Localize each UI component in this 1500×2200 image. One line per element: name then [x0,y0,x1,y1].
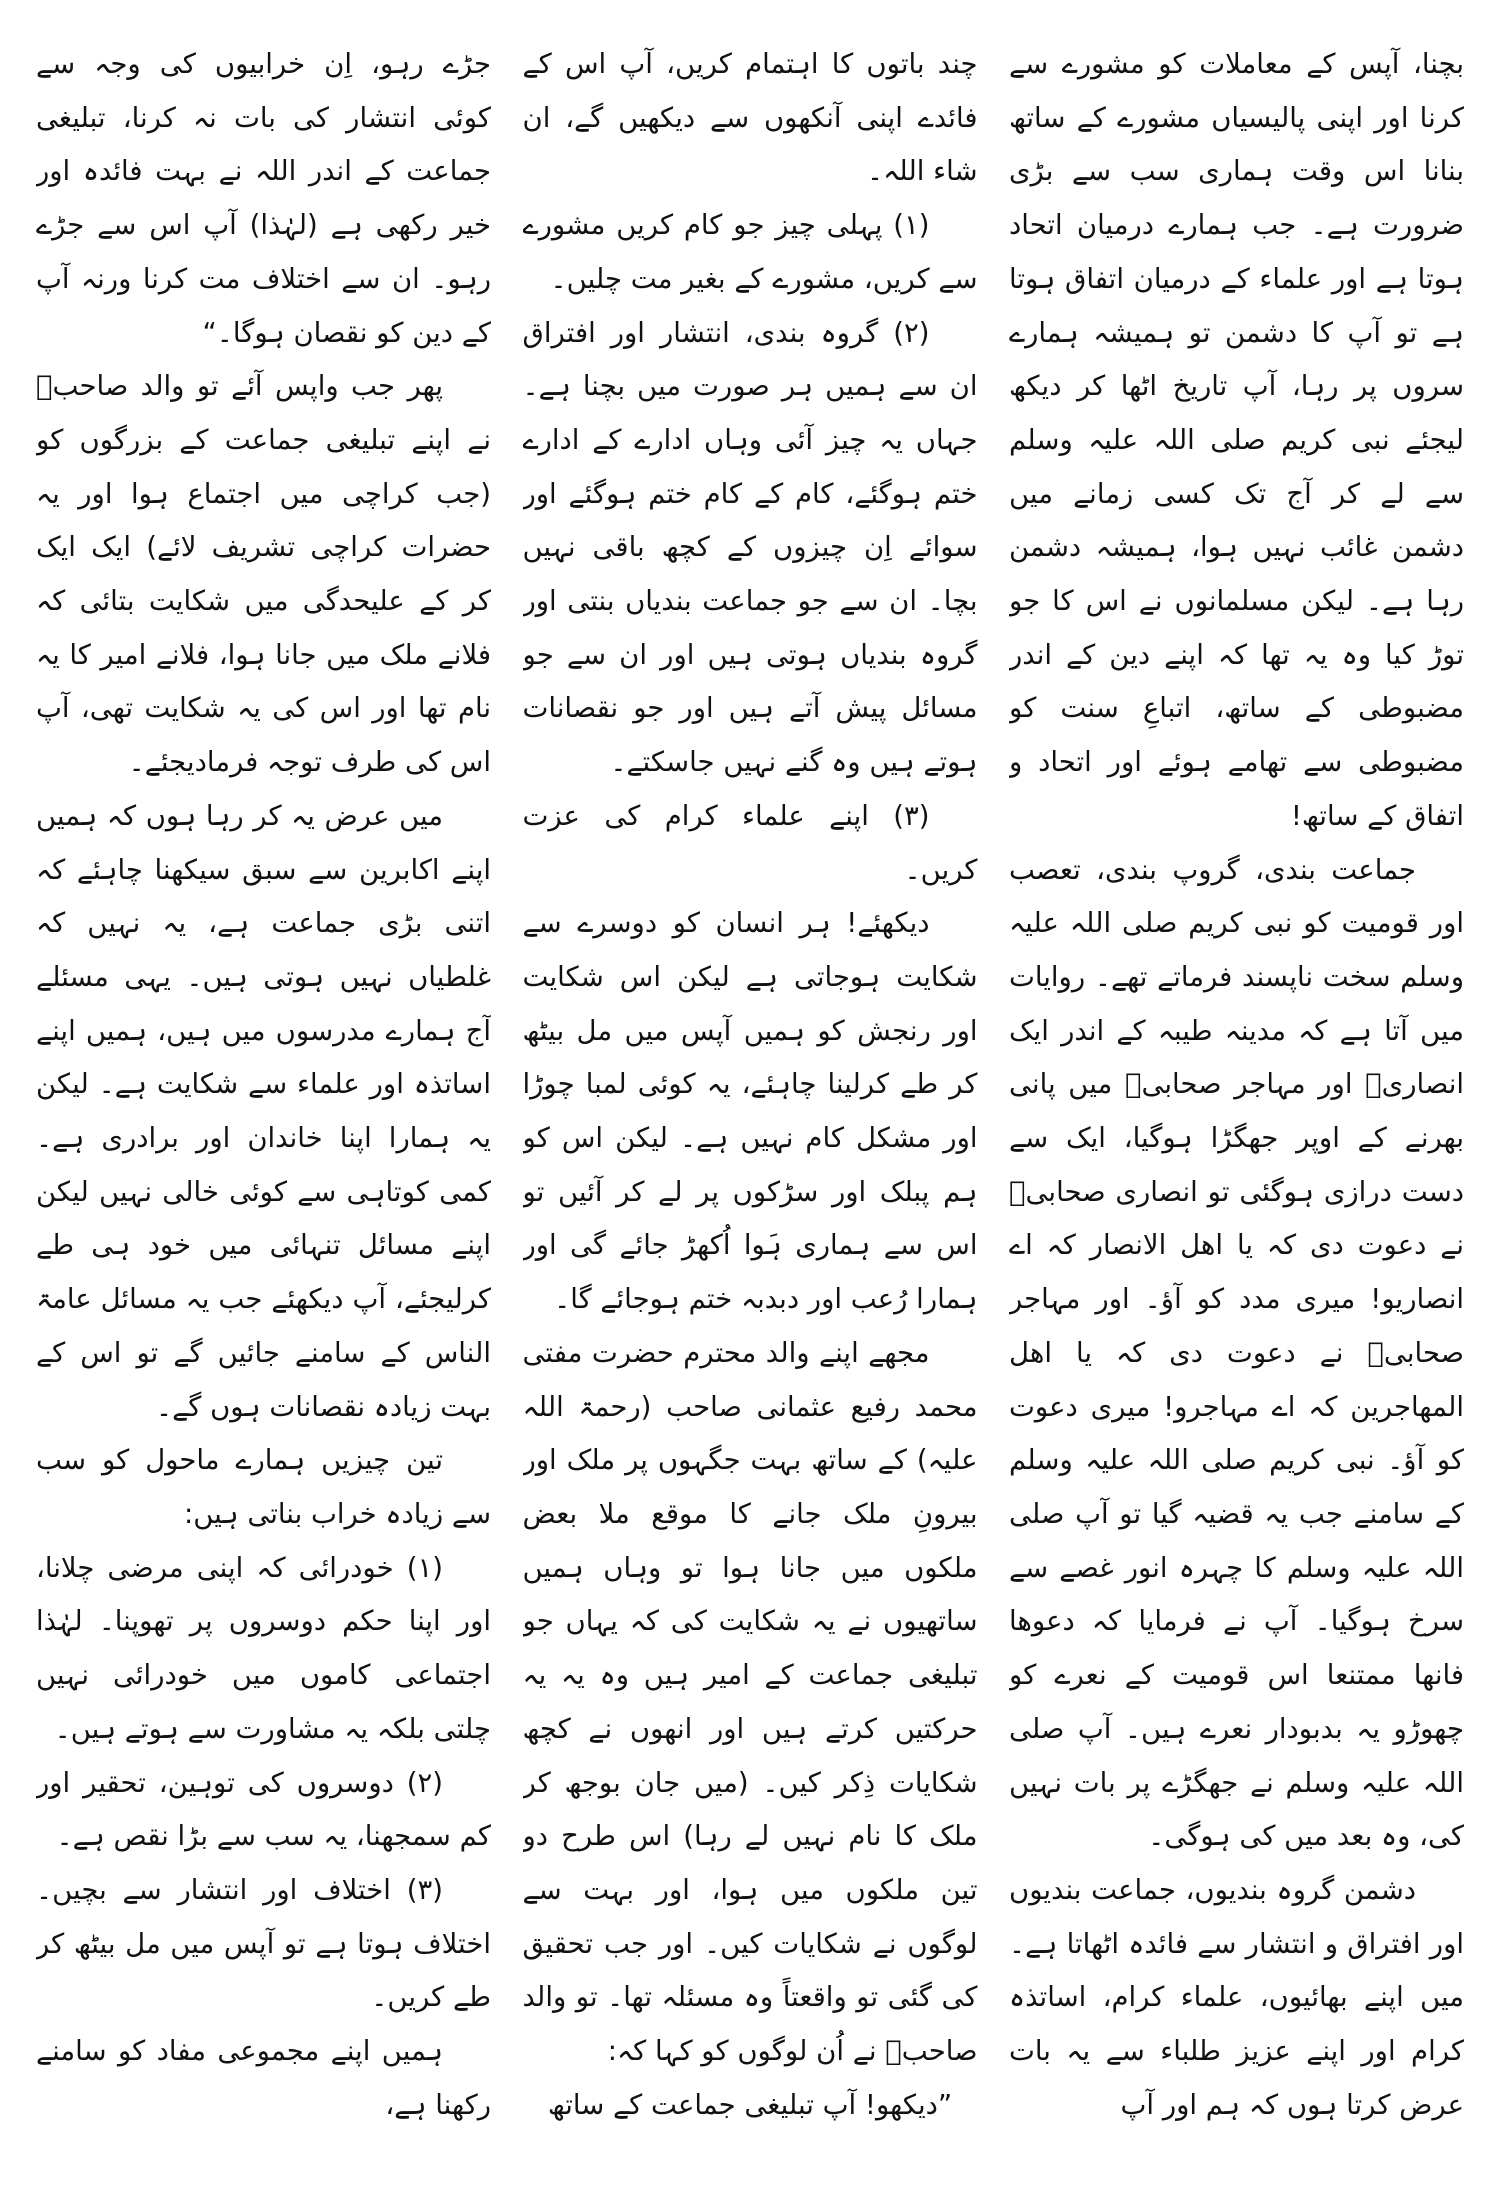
paragraph: دشمن گروہ بندیوں، جماعت بندیوں اور افتراق و انتشار سے فائدہ اٹھاتا ہے۔ میں اپنے بھائیوں، علماء کرام، اساتذہ کرام اور اپنے عزیز طلباء سے یہ بات عرض کرتا ہوں کہ ہم اور آپ [1009,1873,1464,2121]
paragraph: جڑے رہو، اِن خرابیوں کی وجہ سے کوئی انتشار کی بات نہ کرنا، تبلیغی جماعت کے اندر اللہ نے بہت فائدہ اور خیر رکھی ہے (لہٰذا) آپ اس سے جڑے رہو۔ ان سے اختلاف مت کرنا ورنہ آپ کے دین کو نقصان ہوگا۔“ [36,48,491,349]
column-left [36,38,491,2178]
paragraph: ”دیکھو! آپ تبلیغی جماعت کے ساتھ [547,2088,953,2121]
paragraph: (۲) دوسروں کی توہین، تحقیر اور کم سمجھنا، یہ سب سے بڑا نقص ہے۔ [36,1766,491,1853]
paragraph: چند باتوں کا اہتمام کریں، آپ اس کے فائدے اپنی آنکھوں سے دیکھیں گے، ان شاء اللہ۔ [522,48,978,188]
paragraph: (۲) گروہ بندی، انتشار اور افتراق ان سے ہمیں ہر صورت میں بچنا ہے۔ جہاں یہ چیز آئی وہاں ادارے کے ادارے ختم ہوگئے، کام کے کام ختم ہوگئے اور سوائے اِن چیزوں کے کچھ باقی نہیں بچا۔ ان سے جو جماعت بندیاں بنتی اور گروہ بندیاں ہوتی ہیں اور ان سے جو مسائل پیش آتے ہیں اور جو نقصانات ہوتے ہیں وہ گنے نہیں جاسکتے۔ [522,316,978,779]
paragraph: میں عرض یہ کر رہا ہوں کہ ہمیں اپنے اکابرین سے سبق سیکھنا چاہئے کہ اتنی بڑی جماعت ہے، یہ نہیں کہ غلطیاں نہیں ہوتی ہیں۔ یہی مسئلے آج ہمارے مدرسوں میں ہیں، ہمیں اپنے اساتذہ اور علماء سے شکایت ہے۔ لیکن یہ ہمارا اپنا خاندان اور برادری ہے۔ کمی کوتاہی سے کوئی خالی نہیں لیکن اپنے مسائل تنہائی میں خود ہی طے کرلیجئے، آپ دیکھئے جب یہ مسائل عامۃ الناس کے سامنے جائیں گے تو اس کے بہت زیادہ نقصانات ہوں گے۔ [36,799,491,1423]
paragraph: دیکھئے! ہر انسان کو دوسرے سے شکایت ہوجاتی ہے لیکن اس شکایت اور رنجش کو ہمیں آپس میں مل بیٹھ کر طے کرلینا چاہئے، یہ کوئی لمبا چوڑا اور مشکل کام نہیں ہے۔ لیکن اس کو ہم پبلک اور سڑکوں پر لے کر آئیں تو اس سے ہماری ہَوا اُکھڑ جائے گی اور ہمارا رُعب اور دبدبہ ختم ہوجائے گا۔ [522,907,978,1316]
paragraph: (۳) اپنے علماء کرام کی عزت کریں۔ [522,799,978,886]
paragraph: مجھے اپنے والد محترم حضرت مفتی محمد رفیع عثمانی صاحب (رحمۃ اللہ علیہ) کے ساتھ بہت جگہوں پر ملک اور بیرونِ ملک جانے کا موقع ملا بعض ملکوں میں جانا ہوا تو وہاں ہمیں ساتھیوں نے یہ شکایت کی کہ یہاں جو تبلیغی جماعت کے امیر ہیں وہ یہ یہ حرکتیں کرتے ہیں اور انھوں نے کچھ شکایات ذِکر کیں۔ (میں جان بوجھ کر ملک کا نام نہیں لے رہا) اس طرح دو تین ملکوں میں ہوا، اور بہت سے لوگوں نے شکایات کیں۔ اور جب تحقیق کی گئی تو واقعتاً وہ مسئلہ تھا۔ تو والد صاحبؒ نے اُن لوگوں کو کہا کہ: [522,1336,978,2068]
paragraph: جماعت بندی، گروپ بندی، تعصب اور قومیت کو نبی کریم صلی اللہ علیہ وسلم سخت ناپسند فرماتے تھے۔ روایات میں آتا ہے کہ مدینہ طیبہ کے اندر ایک انصاریؓ اور مہاجر صحابیؓ میں پانی بھرنے کے اوپر جھگڑا ہوگیا، ایک سے دست درازی ہوگئی تو انصاری صحابیؓ نے دعوت دی کہ یا اھل الانصار کہ اے انصاریو! میری مدد کو آؤ۔ اور مہاجر صحابیؓ نے دعوت دی کہ یا اھل المھاجرین کہ اے مہاجرو! میری دعوت کو آؤ۔ نبی کریم صلی اللہ علیہ وسلم کے سامنے جب یہ قضیہ گیا تو آپ صلی اللہ علیہ وسلم کا چہرہ انور غصے سے سرخ ہوگیا۔ آپ نے فرمایا کہ دعوھا فانھا ممتنعا اس قومیت کے نعرے کو چھوڑو یہ بدبودار نعرے ہیں۔ آپ صلی اللہ علیہ وسلم نے جھگڑے پر بات نہیں کی، وہ بعد میں کی ہوگی۔ [1009,853,1464,1853]
paragraph: ہمیں اپنے مجموعی مفاد کو سامنے رکھنا ہے، [36,2035,491,2121]
column-right [1009,38,1464,2178]
column-middle [523,38,978,2178]
paragraph: بچنا، آپس کے معاملات کو مشورے سے کرنا اور اپنی پالیسیاں مشورے کے ساتھ بنانا اس وقت ہماری سب سے بڑی ضرورت ہے۔ جب ہمارے درمیان اتحاد ہوتا ہے اور علماء کے درمیان اتفاق ہوتا ہے تو آپ کا دشمن تو ہمیشہ ہمارے سروں پر رہا، آپ تاریخ اٹھا کر دیکھ لیجئے نبی کریم صلی اللہ علیہ وسلم سے لے کر آج تک کسی زمانے میں دشمن غائب نہیں ہوا، ہمیشہ دشمن رہا ہے۔ لیکن مسلمانوں نے اس کا جو توڑ کیا وہ یہ تھا کہ اپنے دین کے اندر مضبوطی کے ساتھ، اتباعِ سنت کو مضبوطی سے تھامے ہوئے اور اتحاد و اتفاق کے ساتھ! [1009,48,1464,832]
paragraph: پھر جب واپس آئے تو والد صاحبؒ نے اپنے تبلیغی جماعت کے بزرگوں کو (جب کراچی میں اجتماع ہوا اور یہ حضرات کراچی تشریف لائے) ایک ایک کر کے علیحدگی میں شکایت بتائی کہ فلانے ملک میں جانا ہوا، فلانے امیر کا یہ نام تھا اور اس کی یہ شکایت تھی، آپ اس کی طرف توجہ فرمادیجئے۔ [36,370,491,779]
paragraph: (۱) خودرائی کہ اپنی مرضی چلانا، اور اپنا حکم دوسروں پر تھوپنا۔ لہٰذا اجتماعی کاموں میں خودرائی نہیں چلتی بلکہ یہ مشاورت سے ہوتے ہیں۔ [36,1551,491,1745]
paragraph: (۳) اختلاف اور انتشار سے بچیں۔ اختلاف ہوتا ہے تو آپس میں مل بیٹھ کر طے کریں۔ [36,1873,491,2014]
paragraph: (۱) پہلی چیز جو کام کریں مشورے سے کریں، مشورے کے بغیر مت چلیں۔ [522,209,978,295]
paragraph: تین چیزیں ہمارے ماحول کو سب سے زیادہ خراب بناتی ہیں: [36,1444,491,1530]
